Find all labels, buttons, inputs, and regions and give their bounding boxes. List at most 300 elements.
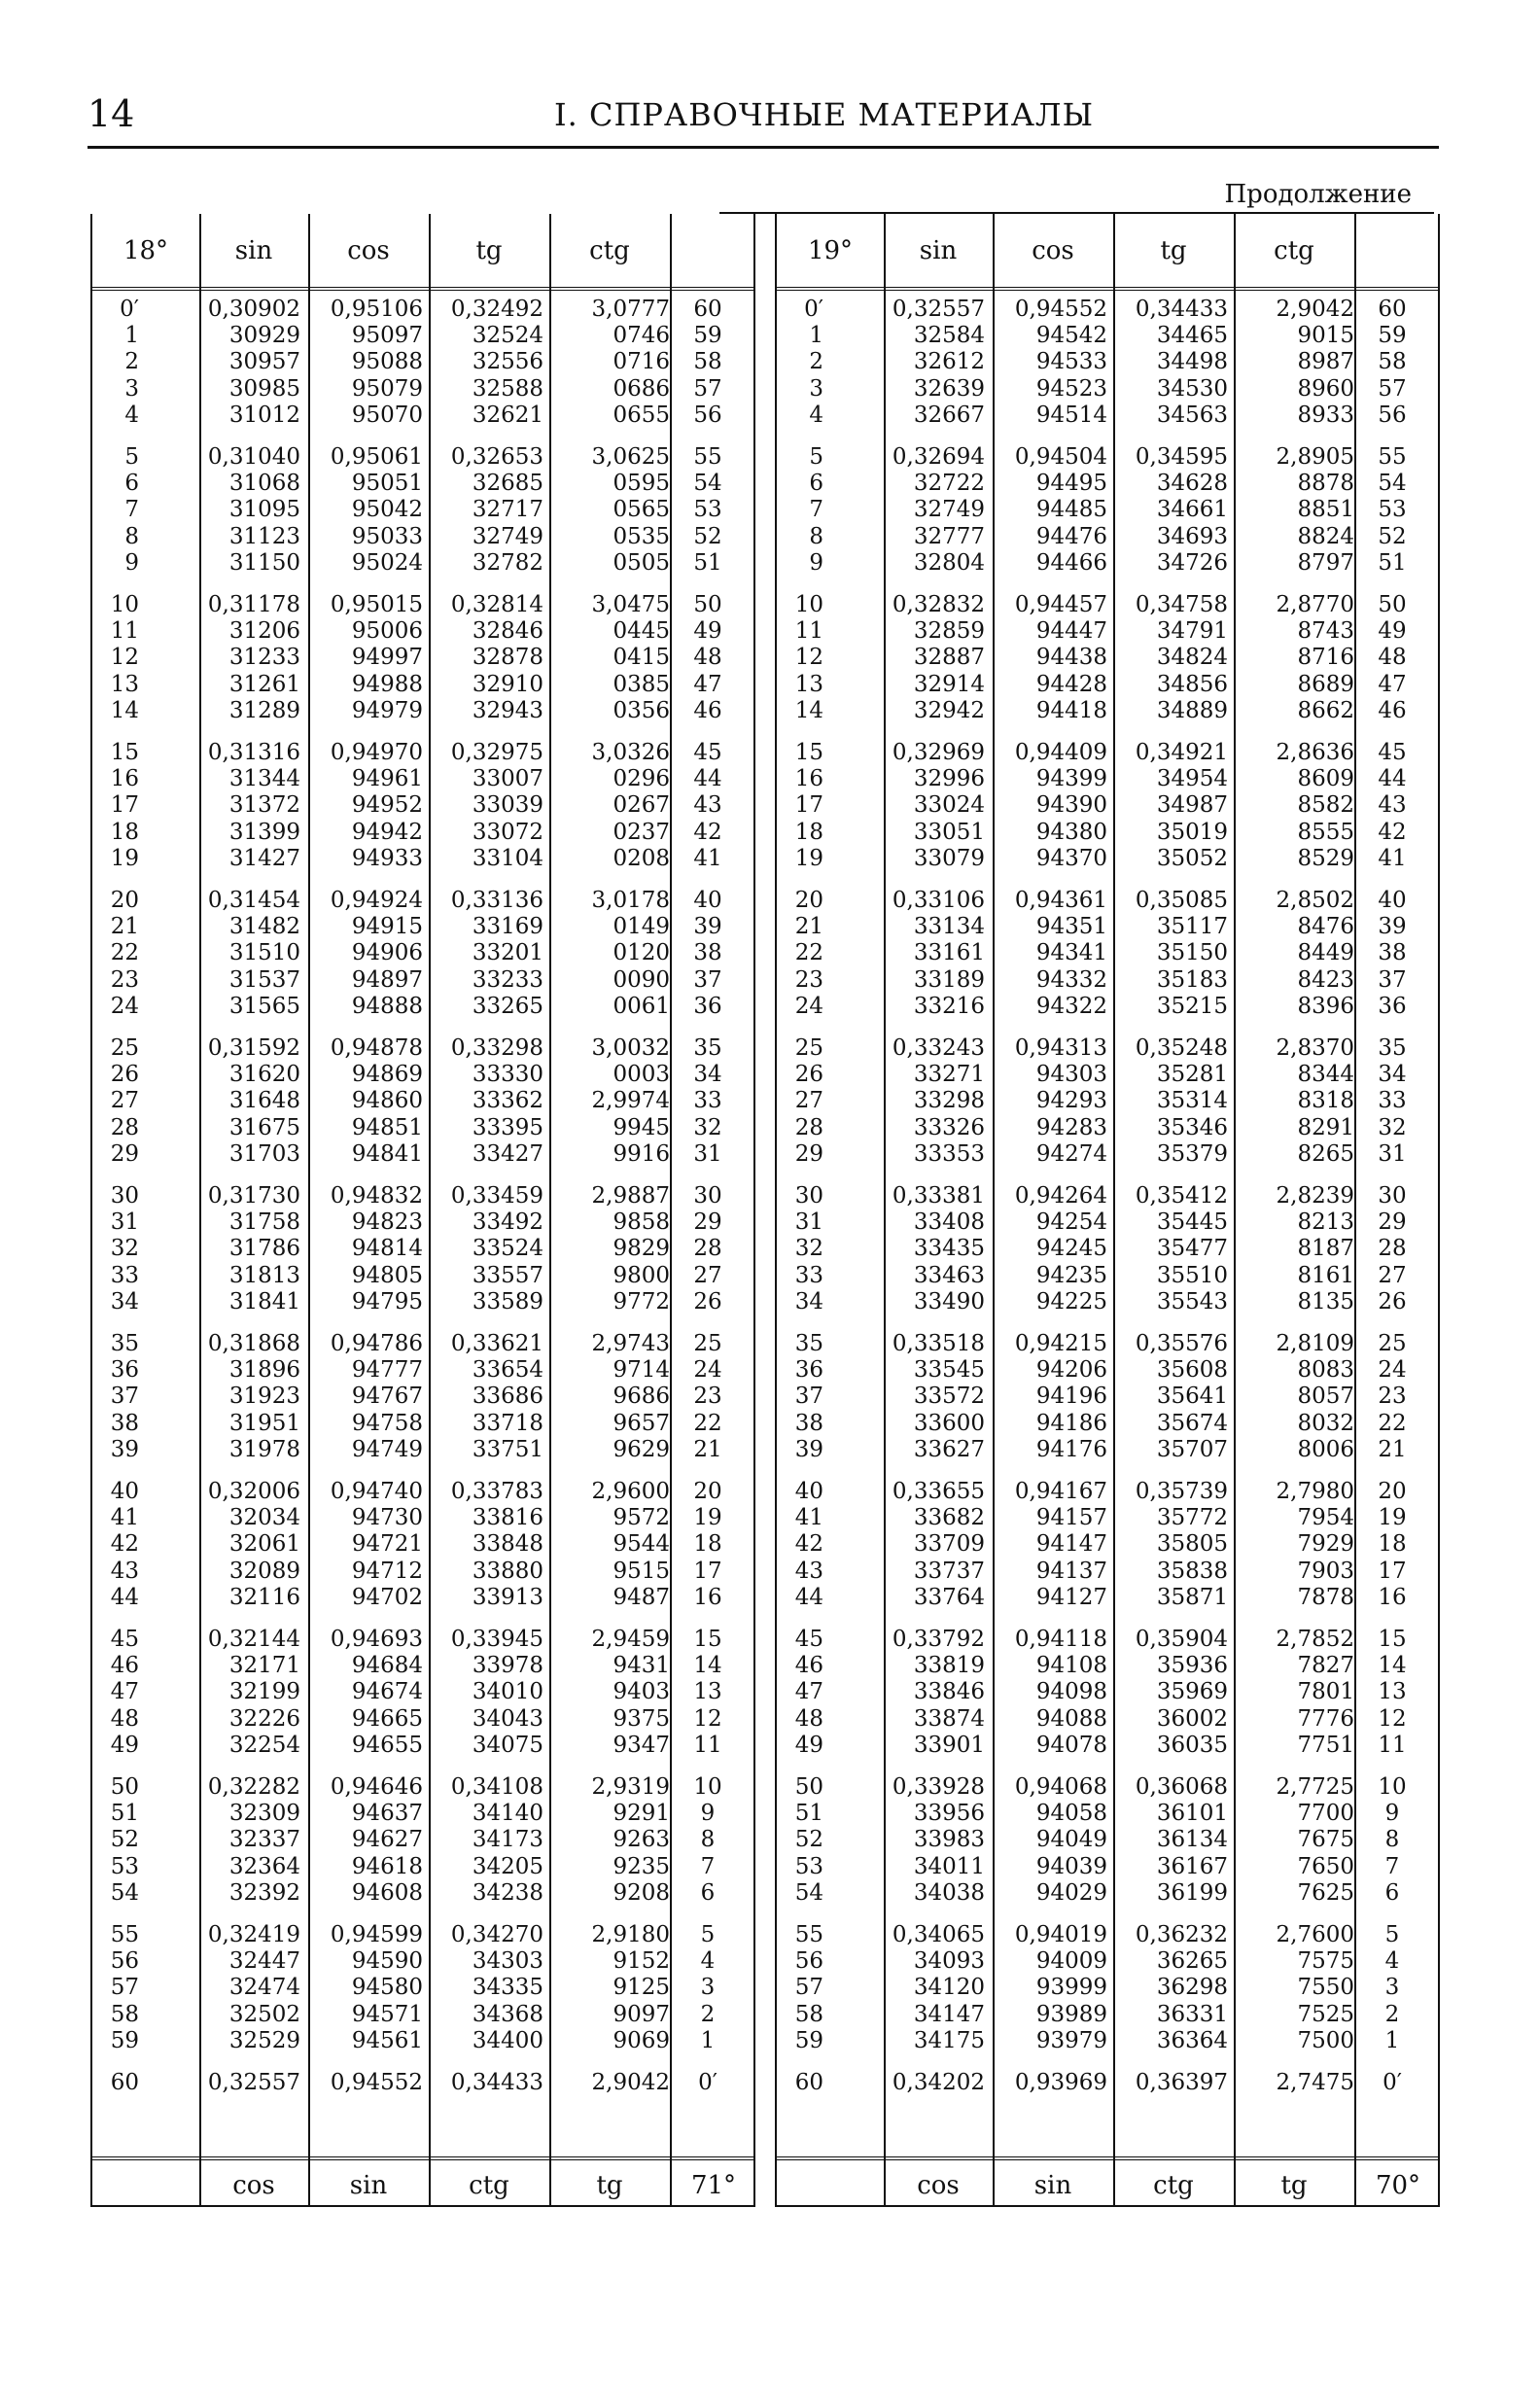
table-cell: 36 [1378, 993, 1407, 1019]
table-cell: 0061 [612, 993, 670, 1019]
table-cell: 46 [1378, 697, 1407, 723]
table-row [92, 403, 753, 429]
table-cell: 26 [794, 1062, 823, 1088]
table-cell: 2,7852 [1276, 1627, 1354, 1652]
table-cell: 36101 [1156, 1801, 1228, 1827]
table-cell: 32722 [913, 471, 985, 497]
table-cell: 32392 [228, 1879, 300, 1906]
table-cell: 12 [794, 645, 823, 671]
table-row [777, 376, 1438, 403]
table-cell: 36298 [1156, 1975, 1228, 2001]
table-cell: 16 [693, 1584, 722, 1610]
table-header [92, 214, 753, 291]
table-cell: 0,32814 [450, 592, 543, 617]
table-cell: 35183 [1156, 966, 1228, 993]
footer-cell [777, 2160, 884, 2211]
table-row [92, 1115, 753, 1141]
table-cell: 16 [794, 766, 823, 792]
table-cell: 33557 [472, 1262, 543, 1288]
table-cell: 2,7980 [1276, 1479, 1354, 1504]
table-cell: 48 [1378, 645, 1407, 671]
table-cell: 29 [110, 1140, 139, 1167]
table-cell: 36364 [1156, 2027, 1228, 2053]
table-cell: 20 [693, 1479, 722, 1504]
footer-cell: 70° [1375, 2171, 1421, 2200]
table-cell: 0565 [612, 497, 670, 523]
table-cell: 0,33655 [892, 1479, 985, 1504]
table-cell: 36265 [1156, 1948, 1228, 1975]
table-cell: 2,7725 [1276, 1774, 1354, 1800]
table-cell: 50 [693, 592, 722, 617]
table-18-degrees [90, 214, 755, 2207]
table-row [92, 1141, 753, 1168]
table-cell: 34238 [472, 1879, 543, 1906]
table-cell: 8476 [1297, 914, 1354, 940]
table-cell: 0535 [612, 523, 670, 549]
table-cell: 8797 [1297, 549, 1354, 576]
table-cell: 33737 [913, 1558, 985, 1584]
table-cell: 0,35412 [1135, 1183, 1228, 1209]
table-cell: 11 [794, 618, 823, 645]
table-cell: 8135 [1297, 1288, 1354, 1314]
table-cell: 1 [124, 323, 139, 349]
row-group [777, 1331, 1438, 1479]
table-cell: 57 [693, 375, 722, 402]
table-cell: 17 [1378, 1558, 1407, 1584]
table-cell: 94088 [1035, 1705, 1107, 1732]
table-cell: 37 [110, 1384, 139, 1410]
table-cell: 35 [110, 1331, 139, 1356]
table-cell: 53 [110, 1853, 139, 1879]
table-cell: 33051 [913, 819, 985, 845]
table-cell: 34335 [472, 1975, 543, 2001]
table-cell: 33913 [472, 1584, 543, 1610]
table-cell: 34368 [472, 2001, 543, 2027]
table-cell: 43 [794, 1558, 823, 1584]
table-cell: 50 [1378, 592, 1407, 617]
table-cell: 33819 [913, 1653, 985, 1679]
table-cell: 0,94552 [330, 2070, 423, 2095]
table-cell: 46 [110, 1653, 139, 1679]
table-cell: 8 [700, 1827, 716, 1853]
table-row [92, 1263, 753, 1289]
table-cell: 33435 [913, 1236, 985, 1262]
table-cell: 45 [1378, 740, 1407, 765]
table-cell: 8423 [1297, 966, 1354, 993]
table-cell: 2,9319 [591, 1774, 670, 1800]
header-cell: sin [234, 235, 273, 265]
row-group [777, 1627, 1438, 1774]
table-cell: 53 [1378, 497, 1407, 523]
table-cell: 39 [693, 914, 722, 940]
table-cell: 94637 [351, 1801, 423, 1827]
table-row [92, 888, 753, 914]
table-cell: 94721 [351, 1531, 423, 1558]
table-cell: 33654 [472, 1357, 543, 1384]
table-cell: 44 [794, 1584, 823, 1610]
table-cell: 47 [1378, 671, 1407, 697]
table-cell: 94485 [1035, 497, 1107, 523]
table-cell: 9686 [612, 1384, 670, 1410]
table-cell: 0,94457 [1014, 592, 1107, 617]
table-row [92, 618, 753, 645]
table-cell: 33233 [472, 966, 543, 993]
table-cell: 32309 [228, 1801, 300, 1827]
table-cell: 33686 [472, 1384, 543, 1410]
table-row [777, 1733, 1438, 1759]
table-row [92, 1585, 753, 1611]
table-cell: 8213 [1297, 1209, 1354, 1236]
table-row [777, 2028, 1438, 2054]
table-cell: 34628 [1156, 471, 1228, 497]
table-cell: 31123 [228, 523, 300, 549]
table-cell: 13 [794, 671, 823, 697]
table-row [777, 1653, 1438, 1679]
table-cell: 9772 [612, 1288, 670, 1314]
table-cell: 7929 [1297, 1531, 1354, 1558]
table-cell: 0296 [612, 766, 670, 792]
table-cell: 31 [1378, 1140, 1407, 1167]
table-cell: 33589 [472, 1288, 543, 1314]
table-cell: 2 [1384, 2001, 1400, 2027]
table-cell: 35346 [1156, 1114, 1228, 1140]
table-cell: 14 [693, 1653, 722, 1679]
table-cell: 34987 [1156, 792, 1228, 819]
table-row [92, 1183, 753, 1209]
table-cell: 46 [794, 1653, 823, 1679]
row-group [92, 1627, 753, 1774]
table-row [92, 1733, 753, 1759]
table-cell: 33709 [913, 1531, 985, 1558]
table-cell: 0,36397 [1135, 2070, 1228, 2095]
table-cell: 22 [110, 940, 139, 966]
table-cell: 94590 [351, 1948, 423, 1975]
table-row [777, 1627, 1438, 1653]
table-cell: 0237 [612, 819, 670, 845]
table-cell: 0,94552 [1014, 297, 1107, 322]
table-cell: 32254 [228, 1732, 300, 1758]
table-header [777, 214, 1438, 291]
table-cell: 9 [124, 549, 139, 576]
table-cell: 8743 [1297, 618, 1354, 645]
table-cell: 34120 [913, 1975, 985, 2001]
row-group [777, 1183, 1438, 1331]
footer-cell: ctg [1153, 2171, 1194, 2200]
table-cell: 55 [693, 444, 722, 470]
table-cell: 60 [110, 2070, 139, 2095]
table-cell: 0,36068 [1135, 1774, 1228, 1800]
row-group [777, 1774, 1438, 1922]
table-cell: 32061 [228, 1531, 300, 1558]
table-row [777, 403, 1438, 429]
row-group [92, 1479, 753, 1627]
table-cell: 59 [1378, 323, 1407, 349]
table-cell: 95088 [351, 349, 423, 375]
table-cell: 59 [110, 2027, 139, 2053]
table-cell: 8006 [1297, 1436, 1354, 1462]
table-cell: 94196 [1035, 1384, 1107, 1410]
table-row [92, 1411, 753, 1437]
table-row [92, 2028, 753, 2054]
table-cell: 21 [110, 914, 139, 940]
table-cell: 34175 [913, 2027, 985, 2053]
table-cell: 94466 [1035, 549, 1107, 576]
table-cell: 9945 [612, 1114, 670, 1140]
table-cell: 34 [794, 1288, 823, 1314]
table-cell: 94933 [351, 845, 423, 871]
table-row [92, 1505, 753, 1531]
table-cell: 58 [1378, 349, 1407, 375]
table-cell: 23 [693, 1384, 722, 1410]
table-cell: 52 [693, 523, 722, 549]
table-cell: 9829 [612, 1236, 670, 1262]
table-cell: 36199 [1156, 1879, 1228, 1906]
table-row [777, 994, 1438, 1020]
table-cell: 32878 [472, 645, 543, 671]
table-cell: 95070 [351, 402, 423, 428]
table-row [92, 1088, 753, 1114]
table-cell: 33353 [913, 1140, 985, 1167]
table-cell: 33492 [472, 1209, 543, 1236]
table-cell: 94283 [1035, 1114, 1107, 1140]
table-cell: 17 [110, 792, 139, 819]
table-cell: 32588 [472, 375, 543, 402]
table-cell: 38 [794, 1410, 823, 1436]
table-cell: 59 [794, 2027, 823, 2053]
table-cell: 33134 [913, 914, 985, 940]
table-cell: 8824 [1297, 523, 1354, 549]
table-cell: 31344 [228, 766, 300, 792]
table-cell: 32089 [228, 1558, 300, 1584]
table-row [777, 297, 1438, 323]
table-cell: 41 [693, 845, 722, 871]
table-cell: 8609 [1297, 766, 1354, 792]
table-cell: 94245 [1035, 1236, 1107, 1262]
table-cell: 94049 [1035, 1827, 1107, 1853]
table-cell: 45 [110, 1627, 139, 1652]
table-row [777, 1384, 1438, 1410]
table-cell: 42 [1378, 819, 1407, 845]
table-cell: 20 [1378, 1479, 1407, 1504]
table-row [777, 471, 1438, 497]
footer-cell: ctg [469, 2171, 509, 2200]
table-row [92, 550, 753, 577]
table-cell: 2,7600 [1276, 1922, 1354, 1947]
table-cell: 94952 [351, 792, 423, 819]
table-cell: 4 [1384, 1948, 1400, 1975]
header-cell: cos [347, 235, 390, 265]
table-cell: 33104 [472, 845, 543, 871]
table-cell: 33978 [472, 1653, 543, 1679]
table-cell: 49 [110, 1732, 139, 1758]
table-cell: 7903 [1297, 1558, 1354, 1584]
table-cell: 35608 [1156, 1357, 1228, 1384]
table-row [92, 1706, 753, 1733]
table-cell: 0,94599 [330, 1922, 423, 1947]
table-cell: 95033 [351, 523, 423, 549]
table-cell: 55 [110, 1922, 139, 1947]
table-row [777, 1411, 1438, 1437]
table-row [777, 1679, 1438, 1705]
table-cell: 0,32492 [450, 297, 543, 322]
table-cell: 32 [110, 1236, 139, 1262]
table-cell: 13 [693, 1679, 722, 1705]
table-cell: 2,8770 [1276, 592, 1354, 617]
table-cell: 2,8109 [1276, 1331, 1354, 1356]
table-cell: 34 [1378, 1062, 1407, 1088]
table-cell: 0,34108 [450, 1774, 543, 1800]
table-cell: 0090 [612, 966, 670, 993]
table-cell: 3,0032 [591, 1035, 670, 1061]
table-cell: 32171 [228, 1653, 300, 1679]
table-cell: 31510 [228, 940, 300, 966]
table-cell: 32226 [228, 1705, 300, 1732]
table-cell: 31 [794, 1209, 823, 1236]
table-cell: 7 [809, 497, 823, 523]
table-cell: 0,94924 [330, 888, 423, 913]
table-cell: 8083 [1297, 1357, 1354, 1384]
table-cell: 94447 [1035, 618, 1107, 645]
table-cell: 2,8370 [1276, 1035, 1354, 1061]
table-cell: 9208 [612, 1879, 670, 1906]
table-cell: 32612 [913, 349, 985, 375]
table-row [777, 444, 1438, 471]
table-cell: 32910 [472, 671, 543, 697]
table-cell: 0,95106 [330, 297, 423, 322]
table-cell: 22 [794, 940, 823, 966]
table-row [92, 349, 753, 375]
table-cell: 34011 [913, 1853, 985, 1879]
table-cell: 33007 [472, 766, 543, 792]
table-cell: 0′ [120, 297, 139, 322]
table-cell: 0′ [804, 297, 823, 322]
table-cell: 32 [794, 1236, 823, 1262]
table-cell: 0,94786 [330, 1331, 423, 1356]
table-cell: 34093 [913, 1948, 985, 1975]
table-row [777, 967, 1438, 994]
table-cell: 31951 [228, 1410, 300, 1436]
table-cell: 15 [794, 740, 823, 765]
table-cell: 27 [794, 1088, 823, 1114]
table-row [777, 323, 1438, 349]
header-rule [88, 146, 1439, 149]
table-cell: 8396 [1297, 993, 1354, 1019]
table-cell: 94254 [1035, 1209, 1107, 1236]
table-cell: 0,32653 [450, 444, 543, 470]
page-number: 14 [88, 92, 135, 135]
table-cell: 8933 [1297, 402, 1354, 428]
table-cell: 52 [110, 1827, 139, 1853]
table-cell: 47 [693, 671, 722, 697]
header-cell [1354, 214, 1442, 287]
table-cell: 9015 [1297, 323, 1354, 349]
table-cell: 25 [794, 1035, 823, 1061]
table-cell: 32116 [228, 1584, 300, 1610]
table-cell: 8187 [1297, 1236, 1354, 1262]
table-cell: 0,33381 [892, 1183, 985, 1209]
row-group [777, 1035, 1438, 1183]
table-cell: 2,9600 [591, 1479, 670, 1504]
table-cell: 36035 [1156, 1732, 1228, 1758]
table-cell: 57 [1378, 375, 1407, 402]
table-cell: 60 [693, 297, 722, 322]
table-cell: 21 [1378, 1436, 1407, 1462]
table-cell: 31978 [228, 1436, 300, 1462]
table-cell: 50 [110, 1774, 139, 1800]
table-cell: 0,95061 [330, 444, 423, 470]
table-cell: 33161 [913, 940, 985, 966]
table-row [777, 349, 1438, 375]
table-row [92, 698, 753, 724]
table-cell: 57 [110, 1975, 139, 2001]
table-cell: 18 [794, 819, 823, 845]
table-cell: 31565 [228, 993, 300, 1019]
table-cell: 0746 [612, 323, 670, 349]
table-cell: 52 [1378, 523, 1407, 549]
table-cell: 0,94504 [1014, 444, 1107, 470]
table-cell: 35 [794, 1331, 823, 1356]
table-cell: 36 [794, 1357, 823, 1384]
table-cell: 8555 [1297, 819, 1354, 845]
table-cell: 54 [693, 471, 722, 497]
table-cell: 9858 [612, 1209, 670, 1236]
table-cell: 33490 [913, 1288, 985, 1314]
row-group [777, 888, 1438, 1035]
table-cell: 33 [110, 1262, 139, 1288]
table-cell: 35936 [1156, 1653, 1228, 1679]
table-cell: 19 [1378, 1505, 1407, 1531]
table-cell: 2,9887 [591, 1183, 670, 1209]
table-cell: 14 [110, 697, 139, 723]
table-cell: 10 [693, 1774, 722, 1800]
table-cell: 2,9743 [591, 1331, 670, 1356]
table-cell: 94533 [1035, 349, 1107, 375]
table-cell: 32034 [228, 1505, 300, 1531]
table-row [92, 1854, 753, 1880]
table-cell: 48 [693, 645, 722, 671]
table-cell: 0,34202 [892, 2070, 985, 2095]
row-group [777, 1479, 1438, 1627]
table-cell: 8032 [1297, 1410, 1354, 1436]
table-cell: 32804 [913, 549, 985, 576]
table-cell: 5 [124, 444, 139, 470]
table-cell: 33880 [472, 1558, 543, 1584]
table-row [92, 1479, 753, 1505]
table-cell: 24 [1378, 1357, 1407, 1384]
row-group [92, 1035, 753, 1183]
table-row [777, 1706, 1438, 1733]
table-row [777, 1088, 1438, 1114]
table-cell: 40 [693, 888, 722, 913]
table-cell: 0595 [612, 471, 670, 497]
table-cell: 19 [794, 845, 823, 871]
table-cell: 94523 [1035, 375, 1107, 402]
table-cell: 7625 [1297, 1879, 1354, 1906]
row-group [92, 1331, 753, 1479]
table-cell: 34563 [1156, 402, 1228, 428]
table-cell: 5 [809, 444, 823, 470]
table-cell: 34043 [472, 1705, 543, 1732]
table-cell: 20 [110, 888, 139, 913]
table-cell: 2,9042 [1276, 297, 1354, 322]
table-cell: 48 [794, 1705, 823, 1732]
table-cell: 9347 [612, 1732, 670, 1758]
table-cell: 31233 [228, 645, 300, 671]
table-row [777, 792, 1438, 819]
table-cell: 94665 [351, 1705, 423, 1732]
table-cell: 7827 [1297, 1653, 1354, 1679]
table-cell: 34889 [1156, 697, 1228, 723]
